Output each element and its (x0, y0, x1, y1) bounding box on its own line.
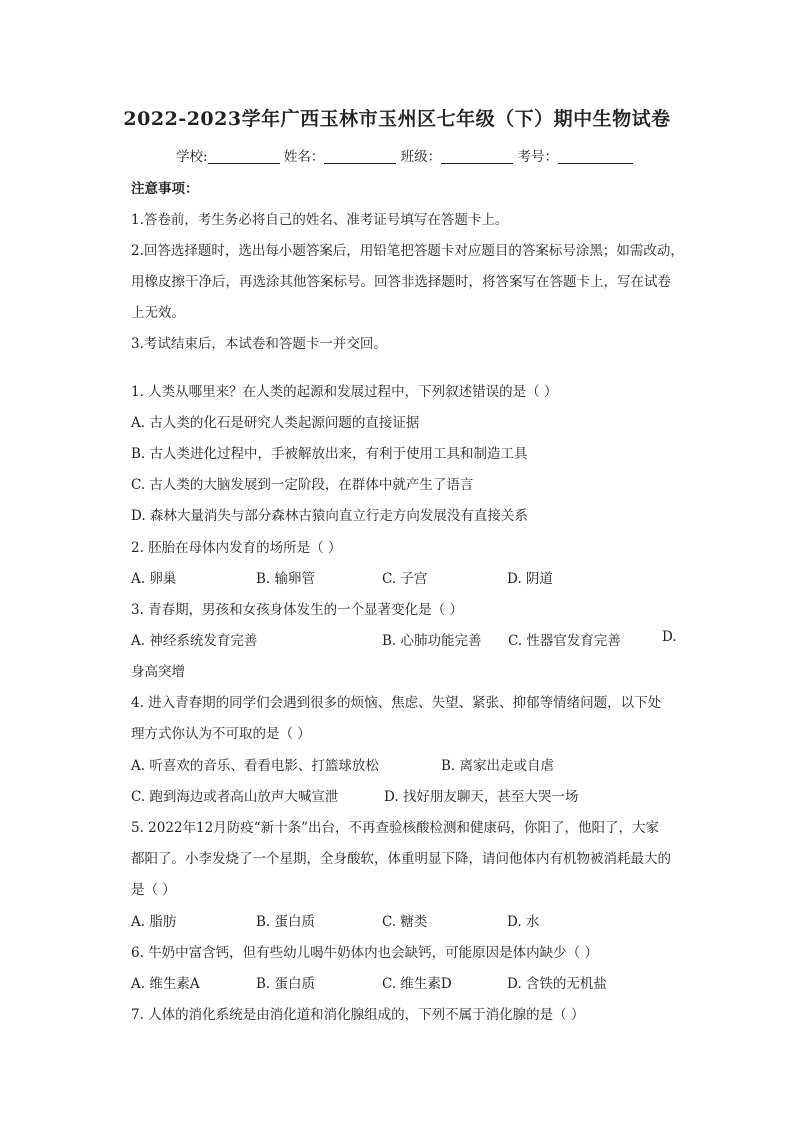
question-4-option-a: A. 听喜欢的音乐、看看电影、打篮球放松 (131, 758, 379, 774)
question-5-option-b: B. 蛋白质 (256, 914, 316, 930)
question-6-option-d: D. 含铁的无机盐 (507, 976, 607, 992)
question-2-stem: 2. 胚胎在母体内发育的场所是（ ） (131, 540, 342, 556)
question-3-option-d: D. (662, 629, 677, 645)
question-3-option-a: A. 神经系统发育完善 (131, 633, 258, 649)
question-5-option-c: C. 糖类 (382, 914, 428, 930)
question-6-option-c: C. 维生素D (382, 976, 452, 992)
question-7-stem: 7. 人体的消化系统是由消化道和消化腺组成的，下列不属于消化腺的是（ ） (131, 1007, 585, 1023)
question-4-option-b: B. 离家出走或自虐 (441, 758, 555, 774)
question-1-option-d: D. 森林大量消失与部分森林古猿向直立行走方向发展没有直接关系 (131, 508, 528, 524)
notice-item-2-line-2: 用橡皮擦干净后，再选涂其他答案标号。回答非选择题时，将答案写在答题卡上，写在试卷 (131, 274, 671, 290)
question-4-stem-line-1: 4. 进入青春期的同学们会遇到很多的烦恼、焦虑、失望、紧张、抑郁等情绪问题，以下处 (131, 695, 662, 711)
name-label: 姓名： (283, 149, 325, 165)
question-5-stem-line-1: 5. 2022年12月防疫“新十条”出台，不再查验核酸检测和健康码，你阳了，他阳了，大家 (131, 820, 660, 836)
question-4-option-c: C. 跑到海边或者高山放声大喊宣泄 (131, 789, 339, 805)
question-4-option-d: D. 找好朋友聊天，甚至大哭一场 (384, 789, 579, 805)
class-blank[interactable] (441, 149, 513, 164)
exam-title: 2022-2023学年广西玉林市玉州区七年级（下）期中生物试卷 (123, 108, 671, 130)
question-3-stem: 3. 青春期，男孩和女孩身体发生的一个显著变化是（ ） (131, 602, 463, 618)
question-5-stem-line-3: 是（ ） (131, 882, 176, 898)
question-2-option-d: D. 阴道 (507, 571, 553, 587)
question-4-stem-line-2: 理方式你认为不可取的是（ ） (131, 726, 311, 742)
class-label: 班级： (400, 149, 442, 165)
notice-heading: 注意事项： (131, 181, 199, 197)
question-2-option-c: C. 子宫 (382, 571, 428, 587)
notice-item-2-line-1: 2.回答选择题时，选出每小题答案后，用铅笔把答题卡对应题目的答案标号涂黑；如需改动， (131, 243, 684, 259)
notice-item-1: 1.答卷前，考生务必将自己的姓名、准考证号填写在答题卡上。 (131, 212, 509, 228)
question-1-stem: 1. 人类从哪里来？在人类的起源和发展过程中，下列叙述错误的是（ ） (131, 384, 558, 400)
exam-number-label: 考号： (517, 149, 558, 165)
question-5-option-d: D. 水 (507, 914, 540, 930)
question-1-option-c: C. 古人类的大脑发展到一定阶段，在群体中就产生了语言 (131, 477, 474, 493)
student-info-line (176, 145, 633, 165)
notice-item-2-line-3: 上无效。 (131, 305, 185, 321)
question-2-option-a: A. 卵巢 (131, 571, 177, 587)
question-6-option-b: B. 蛋白质 (256, 976, 316, 992)
name-blank[interactable] (324, 149, 396, 164)
question-3-option-d-continued: 身高突增 (131, 664, 185, 680)
question-6-stem: 6. 牛奶中富含钙，但有些幼儿喝牛奶体内也会缺钙，可能原因是体内缺少（ ） (131, 945, 598, 961)
question-5-option-a: A. 脂肪 (131, 914, 177, 930)
question-3-option-c: C. 性器官发育完善 (508, 633, 621, 649)
school-label: 学校: (176, 149, 208, 165)
question-5-stem-line-2: 都阳了。小李发烧了一个星期，全身酸软，体重明显下降，请问他体内有机物被消耗最大的 (131, 851, 671, 867)
question-3-option-b: B. 心肺功能完善 (382, 633, 482, 649)
question-2-option-b: B. 输卵管 (256, 571, 316, 587)
question-1-option-b: B. 古人类进化过程中，手被解放出来，有利于使用工具和制造工具 (131, 446, 528, 462)
question-1-option-a: A. 古人类的化石是研究人类起源问题的直接证据 (131, 415, 420, 431)
exam-number-blank[interactable] (558, 149, 633, 164)
question-6-option-a: A. 维生素A (131, 976, 200, 992)
notice-item-3: 3.考试结束后，本试卷和答题卡一并交回。 (131, 336, 387, 352)
school-blank[interactable] (208, 149, 280, 164)
